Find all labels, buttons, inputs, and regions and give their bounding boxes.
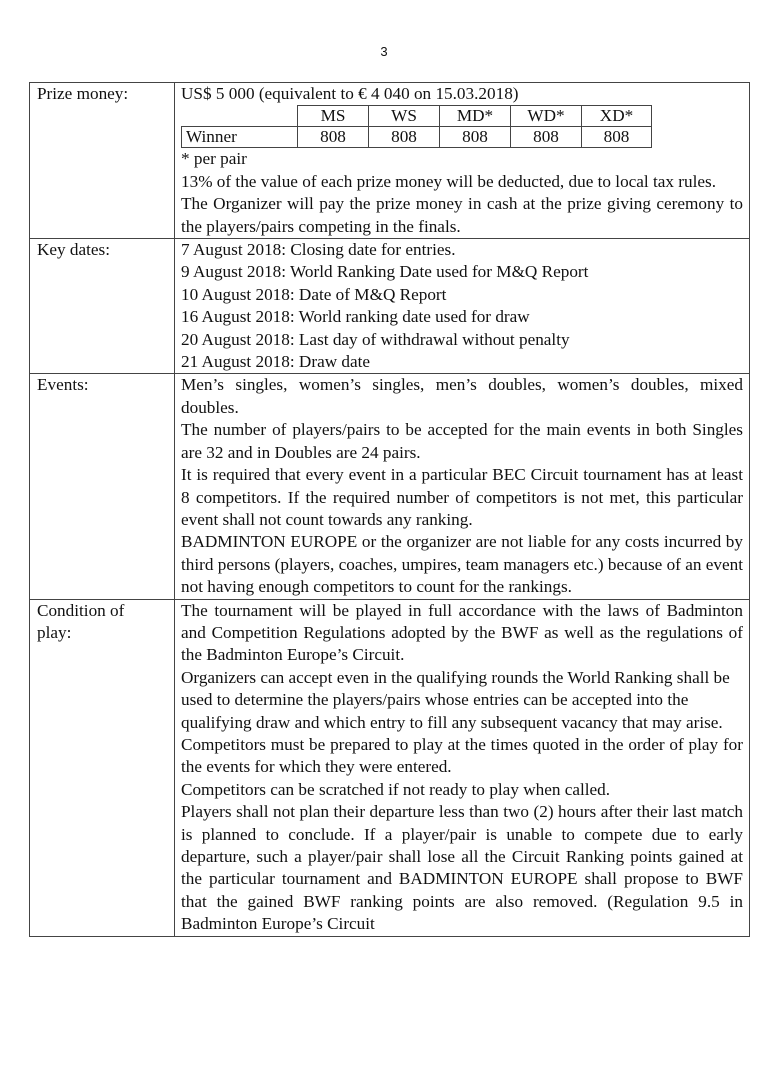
prize-payment-note: The Organizer will pay the prize money in cash at the prize giving ceremony to the players/pairs competing in the finals. — [181, 194, 743, 236]
key-date-item: 7 August 2018: Closing date for entries. — [181, 240, 456, 260]
prize-row-label: Winner — [182, 127, 298, 148]
prize-value-ws: 808 — [369, 127, 440, 148]
prize-money-row — [30, 83, 750, 239]
events-paragraph: The number of players/pairs to be accepted for the main events in both Singles are 32 and in Doubles are 24 pairs. — [181, 420, 743, 462]
events-paragraph: Men’s singles, women’s singles, men’s doubles, women’s doubles, mixed doubles. — [181, 375, 743, 417]
key-dates-row — [30, 239, 750, 374]
condition-label-line: play: — [37, 622, 72, 642]
condition-of-play-content — [175, 599, 750, 936]
key-date-item: 20 August 2018: Last day of withdrawal without penalty — [181, 329, 570, 349]
prize-distribution-table — [181, 105, 652, 148]
key-date-item: 10 August 2018: Date of M&Q Report — [181, 284, 447, 304]
condition-label-line: Condition of — [37, 600, 125, 620]
key-dates-content — [175, 239, 750, 374]
events-content — [175, 374, 750, 599]
condition-paragraph: Organizers can accept even in the qualifying rounds the World Ranking shall be used to determine the players/pairs whose entries can be accepted into the qualifying draw and which entry to fill any subsequent vacancy that may arise. — [181, 667, 730, 732]
prize-col-wd: WD* — [511, 106, 582, 127]
prize-money-content — [175, 83, 750, 239]
prize-footnote: * per pair — [181, 149, 247, 169]
prize-money-headline: US$ 5 000 (equivalent to € 4 040 on 15.03.2018) — [181, 84, 519, 103]
key-date-item: 16 August 2018: World ranking date used for draw — [181, 307, 530, 327]
events-row — [30, 374, 750, 599]
condition-paragraph: Competitors must be prepared to play at the times quoted in the order of play for the events for which they were entered. — [181, 734, 743, 777]
prize-money-label: Prize money: — [30, 83, 175, 239]
prize-winner-row — [182, 127, 652, 148]
prize-header-row — [182, 106, 652, 127]
condition-paragraph: The tournament will be played in full accordance with the laws of Badminton and Competition Regulations adopted by the BWF as well as the regulations of the Badminton Europe’s Circuit. — [181, 600, 743, 665]
prize-col-ms: MS — [298, 106, 369, 127]
prize-tax-note: 13% of the value of each prize money will be deducted, due to local tax rules. — [181, 171, 717, 191]
key-date-item: 21 August 2018: Draw date — [181, 352, 371, 372]
events-paragraph: It is required that every event in a particular BEC Circuit tournament has at least 8 competitors. If the required number of competitors is not met, this particular event shall not count towards any ranking. — [181, 465, 743, 529]
prize-value-wd: 808 — [511, 127, 582, 148]
condition-of-play-label — [30, 599, 175, 936]
tournament-info-table — [29, 82, 750, 937]
prize-value-xd: 808 — [582, 127, 652, 148]
events-paragraph: BADMINTON EUROPE or the organizer are not liable for any costs incurred by third persons (players, coaches, umpires, team managers etc.) because of an event not having enough competitors to count for the rankings. — [181, 532, 743, 597]
key-dates-label: Key dates: — [30, 239, 175, 374]
key-date-item: 9 August 2018: World Ranking Date used for M&Q Report — [181, 262, 589, 282]
prize-header-blank — [182, 106, 298, 127]
condition-paragraph: Competitors can be scratched if not ready to play when called. — [181, 779, 611, 799]
prize-value-ms: 808 — [298, 127, 369, 148]
page-number: 3 — [380, 44, 388, 59]
prize-col-md: MD* — [440, 106, 511, 127]
prize-value-md: 808 — [440, 127, 511, 148]
prize-col-ws: WS — [369, 106, 440, 127]
prize-col-xd: XD* — [582, 106, 652, 127]
condition-paragraph: Players shall not plan their departure less than two (2) hours after their last match is planned to conclude. If a player/pair is unable to compete due to early departure, such a player/pair shall lose all the Circuit Ranking points gained at the particular tournament and BADMINTON EUROPE shall propose to BWF that the gained BWF ranking points are also removed. (Regulation 9.5 in Badminton Europe’s Circuit — [181, 802, 743, 934]
condition-of-play-row — [30, 599, 750, 936]
events-label: Events: — [30, 374, 175, 599]
